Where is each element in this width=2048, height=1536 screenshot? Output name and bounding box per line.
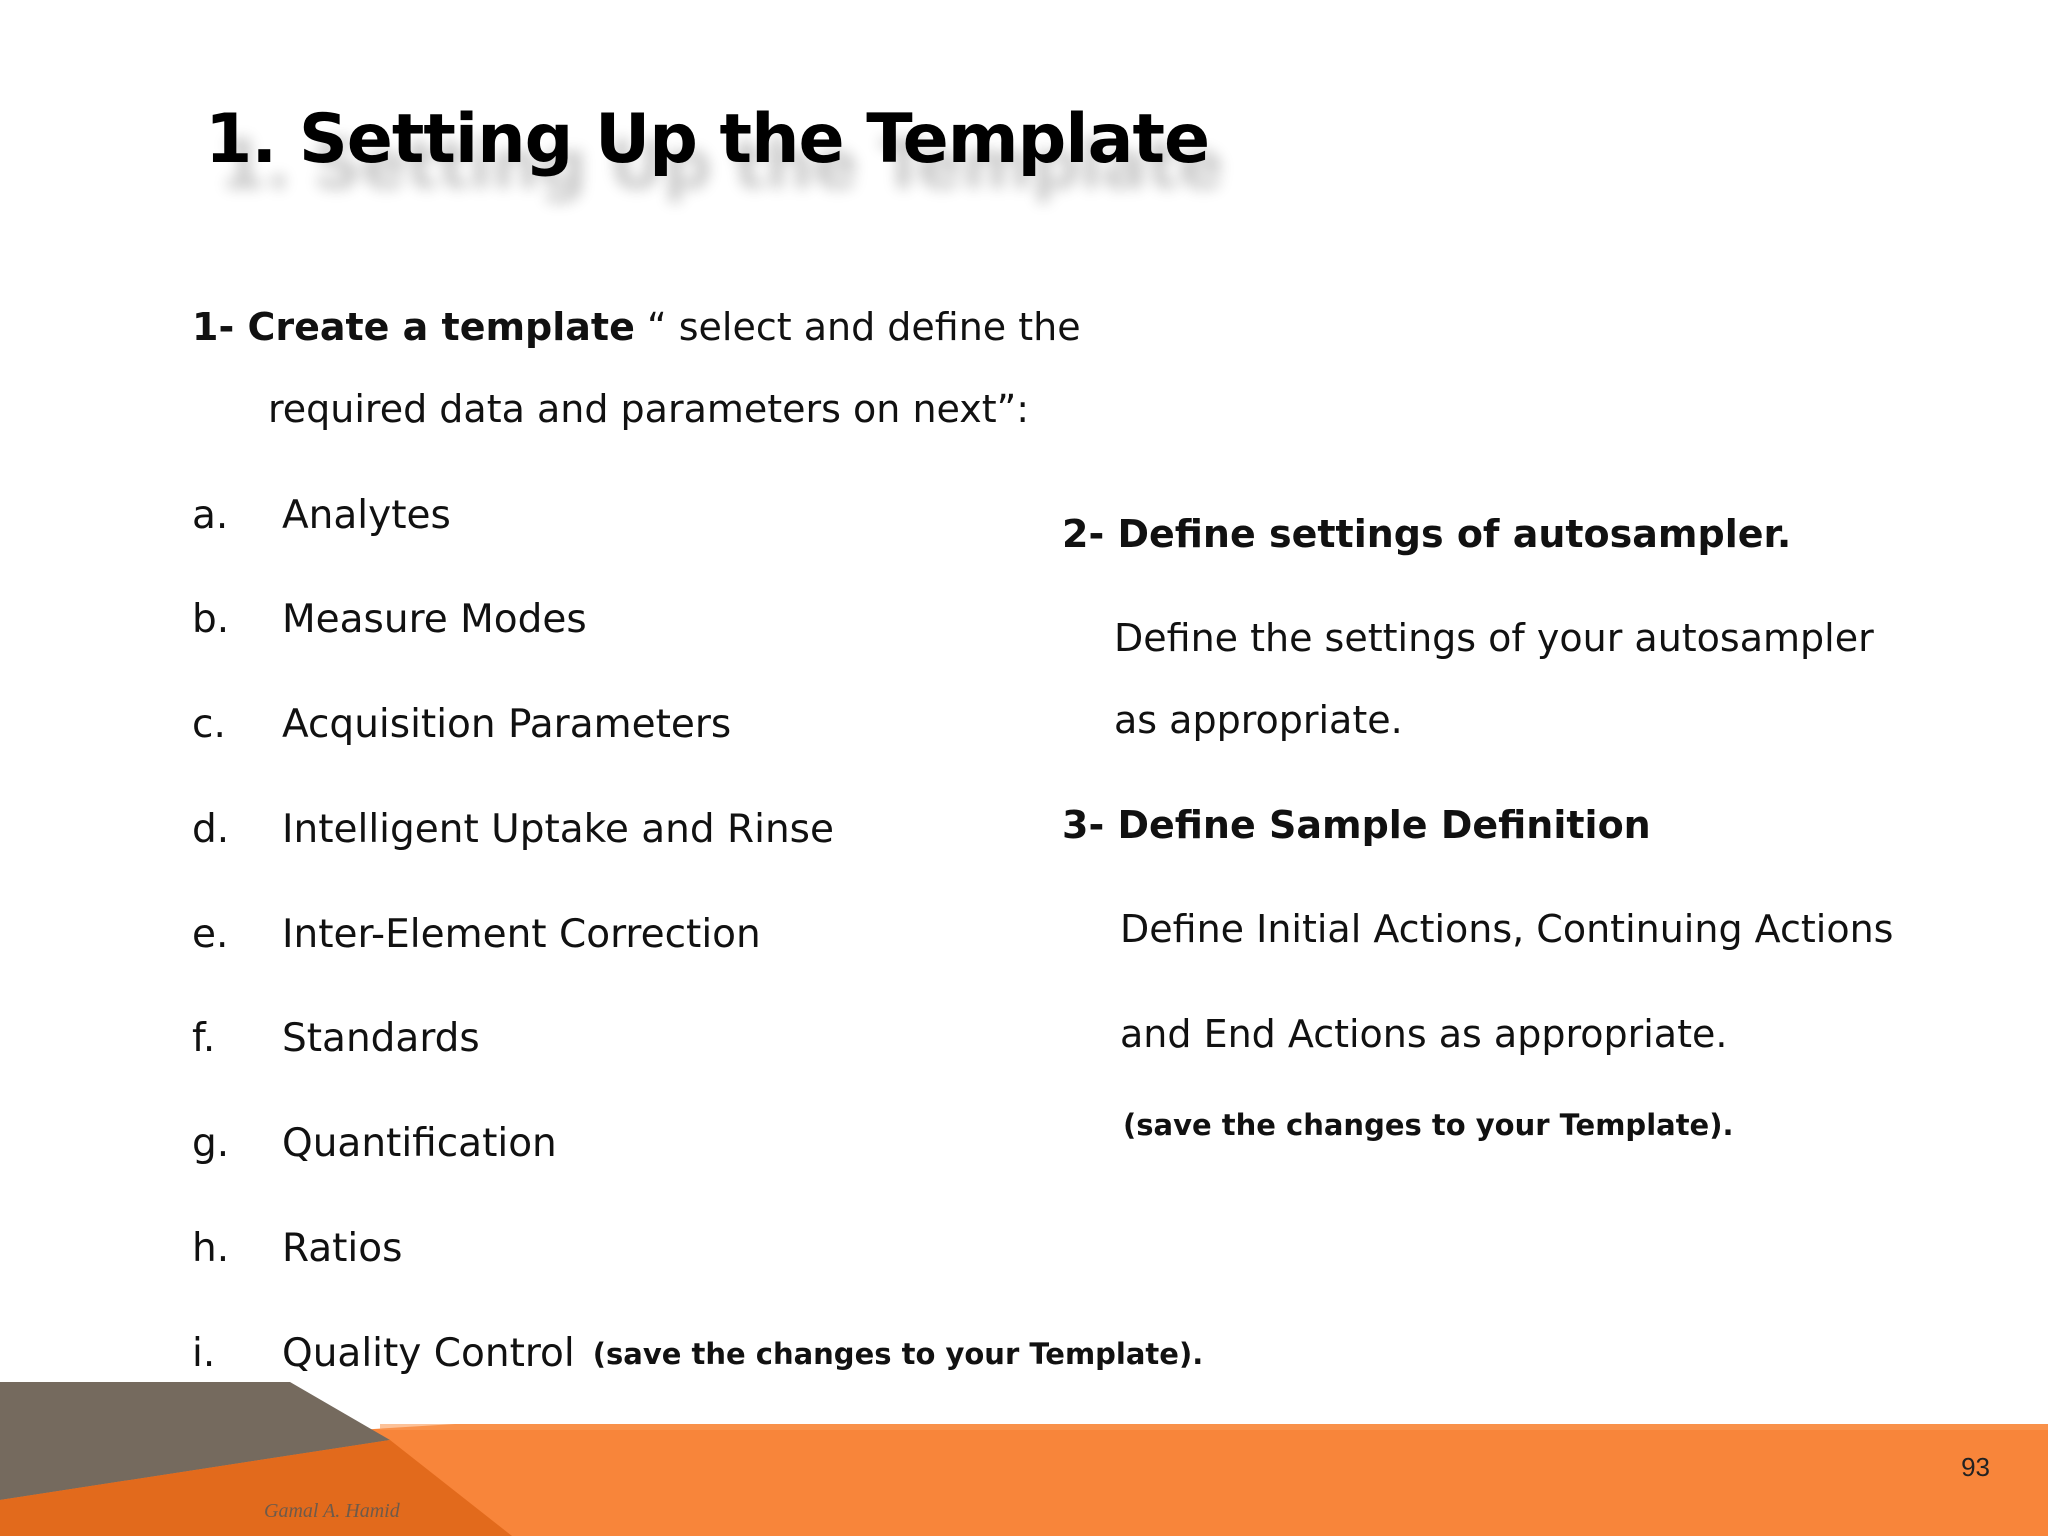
list-marker: g. [192,1121,230,1166]
step1-text: “ select and define the [634,305,1081,349]
list-label: Analytes [282,493,451,538]
list-marker: d. [192,807,230,852]
list-label: Quantification [282,1121,557,1166]
list-marker: e. [192,912,229,957]
slide-title: 1. Setting Up the Template [205,100,1210,179]
list-label: Standards [282,1016,480,1061]
step2-line1: Define the settings of your autosampler [1114,616,1874,660]
list-marker: c. [192,702,226,747]
author-signature: Gamal A. Hamid [264,1500,400,1522]
save-note: (save the changes to your Template). [592,1337,1204,1371]
page-number: 93 [1961,1452,1990,1482]
list-label [282,1331,1203,1376]
list-label: Ratios [282,1226,403,1271]
list-marker: h. [192,1226,230,1271]
list-marker: f. [192,1016,216,1061]
step2-line2: as appropriate. [1114,698,1403,742]
list-label: Acquisition Parameters [282,702,732,747]
list-label: Intelligent Uptake and Rinse [282,807,834,852]
step3-save-note: (save the changes to your Template). [1123,1108,1734,1142]
list-label-text: Quality Control [282,1331,575,1376]
list-label: Measure Modes [282,597,587,642]
step1-continuation: required data and parameters on next”: [268,387,1030,431]
list-label: Inter-Element Correction [282,912,761,957]
list-marker: a. [192,493,229,538]
step1-bold: 1- Create a template [192,305,635,349]
list-marker: b. [192,597,230,642]
step1-heading [192,305,1081,349]
step3-line1: Define Initial Actions, Continuing Actions [1120,907,1894,951]
step3-heading: 3- Define Sample Definition [1062,803,1651,847]
step3-line2: and End Actions as appropriate. [1120,1012,1728,1056]
list-marker: i. [192,1331,216,1376]
step2-heading: 2- Define settings of autosampler. [1062,512,1792,556]
